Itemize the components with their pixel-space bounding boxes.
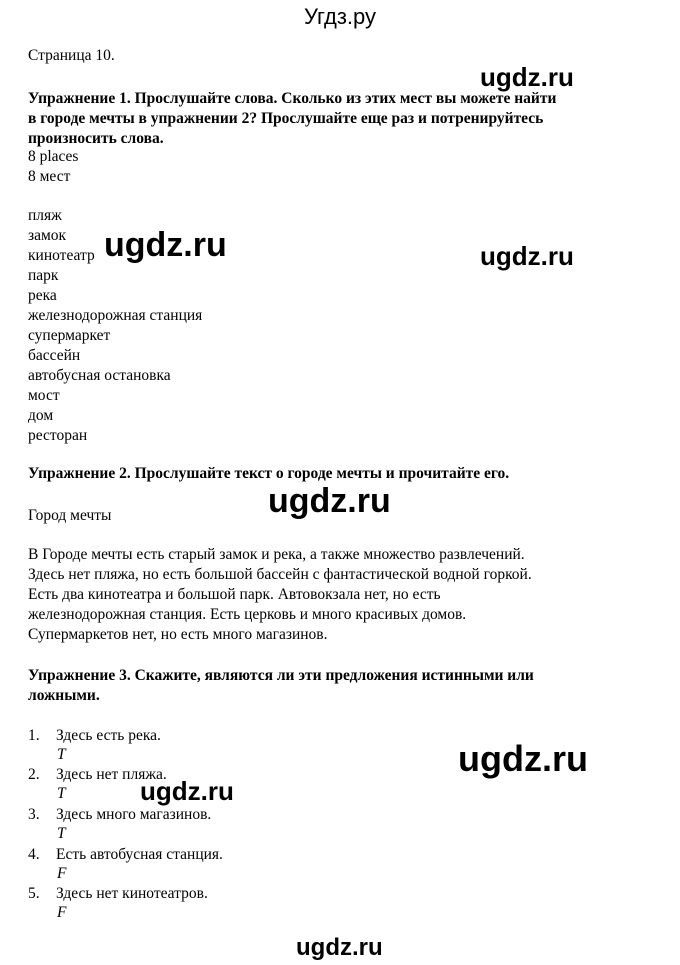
watermark: ugdz.ru <box>296 934 383 961</box>
question-answer: T <box>57 825 66 842</box>
watermark: ugdz.ru <box>104 226 227 264</box>
answer-ru: 8 мест <box>28 168 71 185</box>
question-number: 5. <box>28 885 40 902</box>
watermark: ugdz.ru <box>480 241 574 271</box>
answer-en: 8 places <box>28 148 79 165</box>
heading-line: произносить слова. <box>28 130 164 147</box>
question-answer: T <box>57 785 66 802</box>
question-text: Здесь есть река. <box>56 727 161 744</box>
exercise3-heading <box>28 666 628 706</box>
heading-line: Упражнение 1. Прослушайте слова. Сколько из этих мест вы можете найти <box>28 90 557 107</box>
heading-line: Упражнение 3. Скажите, являются ли эти предложения истинными или <box>28 667 534 684</box>
list-item: железнодорожная станция <box>28 307 203 324</box>
heading-line: в городе мечты в упражнении 2? Прослушайте еще раз и потренируйтесь <box>28 110 544 127</box>
text-line: железнодорожная станция. Есть церковь и много красивых домов. <box>28 606 467 623</box>
text-subtitle: Город мечты <box>28 507 112 524</box>
question-number: 2. <box>28 766 40 783</box>
list-item: супермаркет <box>28 327 111 344</box>
question-number: 1. <box>28 727 40 744</box>
list-item: автобусная остановка <box>28 367 171 384</box>
question-text: Здесь много магазинов. <box>56 806 212 823</box>
watermark: ugdz.ru <box>458 738 588 779</box>
list-item: мост <box>28 387 60 404</box>
watermark: ugdz.ru <box>268 482 391 520</box>
exercise1-heading <box>28 89 628 149</box>
question-answer: T <box>57 746 66 763</box>
list-item: дом <box>28 407 54 424</box>
exercise2-heading: Упражнение 2. Прослушайте текст о городе мечты и прочитайте его. <box>28 465 510 482</box>
list-item: ресторан <box>28 427 88 444</box>
page-label: Страница 10. <box>28 47 115 64</box>
list-item: бассейн <box>28 347 81 364</box>
site-title: Угдз.ру <box>303 4 377 29</box>
text-line: Здесь нет пляжа, но есть большой бассейн с фантастической водной горкой. <box>28 566 532 583</box>
list-item: парк <box>28 267 59 284</box>
list-item: кинотеатр <box>28 247 95 264</box>
heading-line: ложными. <box>28 687 100 704</box>
list-item: река <box>28 287 57 304</box>
question-text: Здесь нет кинотеатров. <box>56 885 208 902</box>
question-answer: F <box>57 904 67 921</box>
text-line: В Городе мечты есть старый замок и река, а также множество развлечений. <box>28 546 525 563</box>
question-number: 4. <box>28 846 40 863</box>
text-line: Есть два кинотеатра и большой парк. Автовокзала нет, но есть <box>28 586 441 603</box>
question-text: Здесь нет пляжа. <box>56 766 167 783</box>
list-item: замок <box>28 227 67 244</box>
text-line: Супермаркетов нет, но есть много магазинов. <box>28 626 328 643</box>
watermark: ugdz.ru <box>140 776 234 806</box>
question-text: Есть автобусная станция. <box>56 846 223 863</box>
question-number: 3. <box>28 806 40 823</box>
question-answer: F <box>57 865 67 882</box>
list-item: пляж <box>28 207 62 224</box>
watermark: ugdz.ru <box>480 62 574 92</box>
